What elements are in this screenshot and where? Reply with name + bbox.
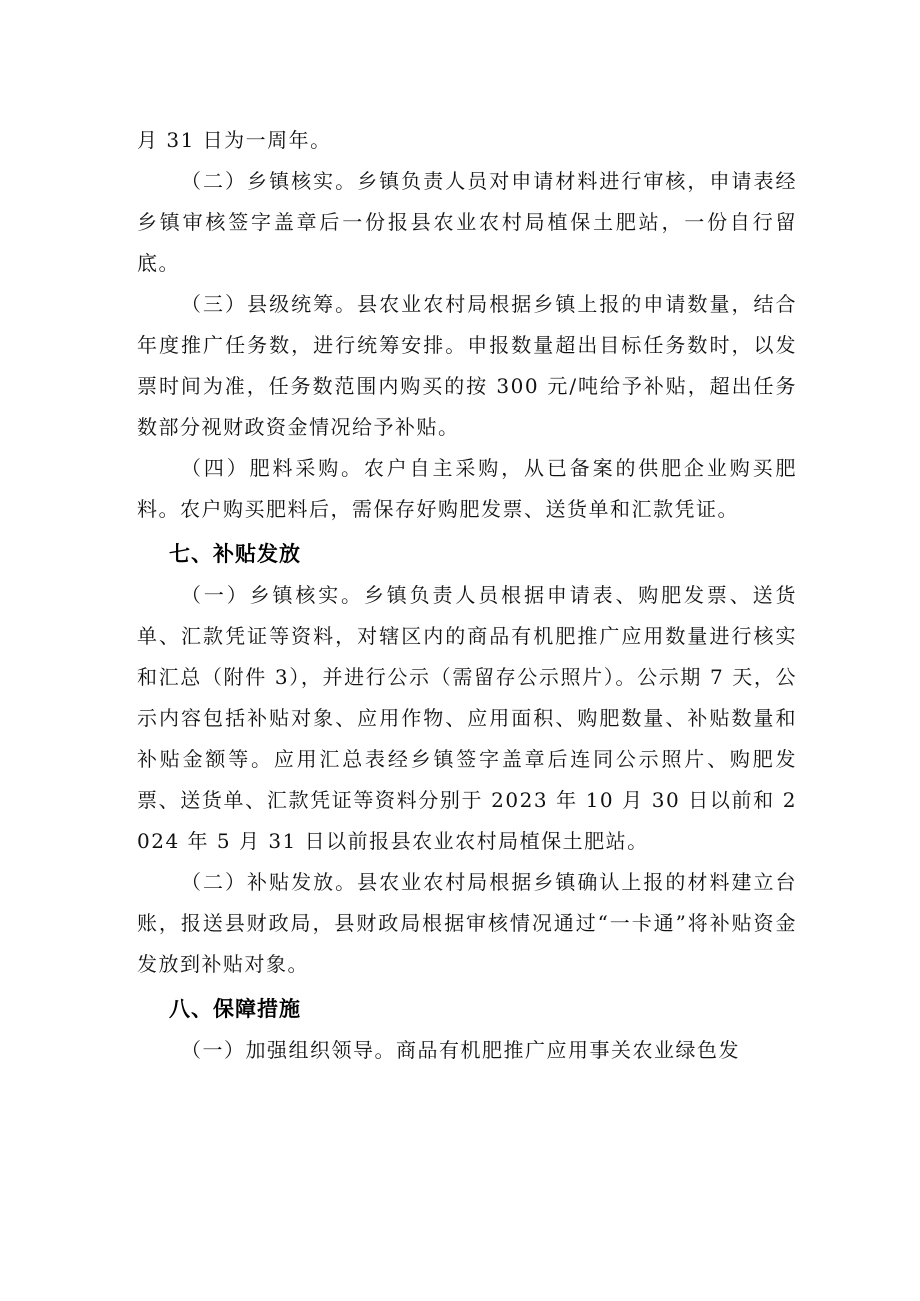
paragraph-township-review: （一）乡镇核实。乡镇负责人员根据申请表、购肥发票、送货单、汇款凭证等资料，对辖区内的商品有机肥推广应用数量进行核实和汇总（附件 3），并进行公示（需留存公示照片）。公示期 7 天，公示内容包括补贴对象、应用作物、应用面积、购肥数量、补贴数量和补贴金额等。应用汇总表经乡镇签字盖章后连同公示照片、购肥发票、送货单、汇款凭证等资料分别于 2023 年 10 月 30 日以前和 2024 年 5 月 31 日以前报县农业农村局植保土肥站。 <box>137 583 797 853</box>
document-body <box>137 120 797 1071</box>
section-heading-safeguard-measures: 八、保障措施 <box>169 997 301 1021</box>
paragraph-township-verification: （二）乡镇核实。乡镇负责人员对申请材料进行审核，申请表经乡镇审核签字盖章后一份报县农业农村局植保土肥站，一份自行留底。 <box>137 169 797 275</box>
paragraph-organizational-leadership: （一）加强组织领导。商品有机肥推广应用事关农业绿色发 <box>181 1038 740 1062</box>
paragraph-county-coordination: （三）县级统筹。县农业农村局根据乡镇上报的申请数量，结合年度推广任务数，进行统筹安排。申报数量超出目标任务数时，以发票时间为准，任务数范围内购买的按 300 元/吨给予补贴，超出任务数部分视财政资金情况给予补贴。 <box>137 292 797 439</box>
paragraph-fertilizer-purchase: （四）肥料采购。农户自主采购，从已备案的供肥企业购买肥料。农户购买肥料后，需保存好购肥发票、送货单和汇款凭证。 <box>137 456 797 521</box>
section-heading-subsidy-distribution: 七、补贴发放 <box>169 542 301 566</box>
paragraph-subsidy-payment: （二）补贴发放。县农业农村局根据乡镇确认上报的材料建立台账，报送县财政局，县财政局根据审核情况通过“一卡通”将补贴资金发放到补贴对象。 <box>137 870 797 976</box>
paragraph-continuation: 月 31 日为一周年。 <box>137 128 332 152</box>
